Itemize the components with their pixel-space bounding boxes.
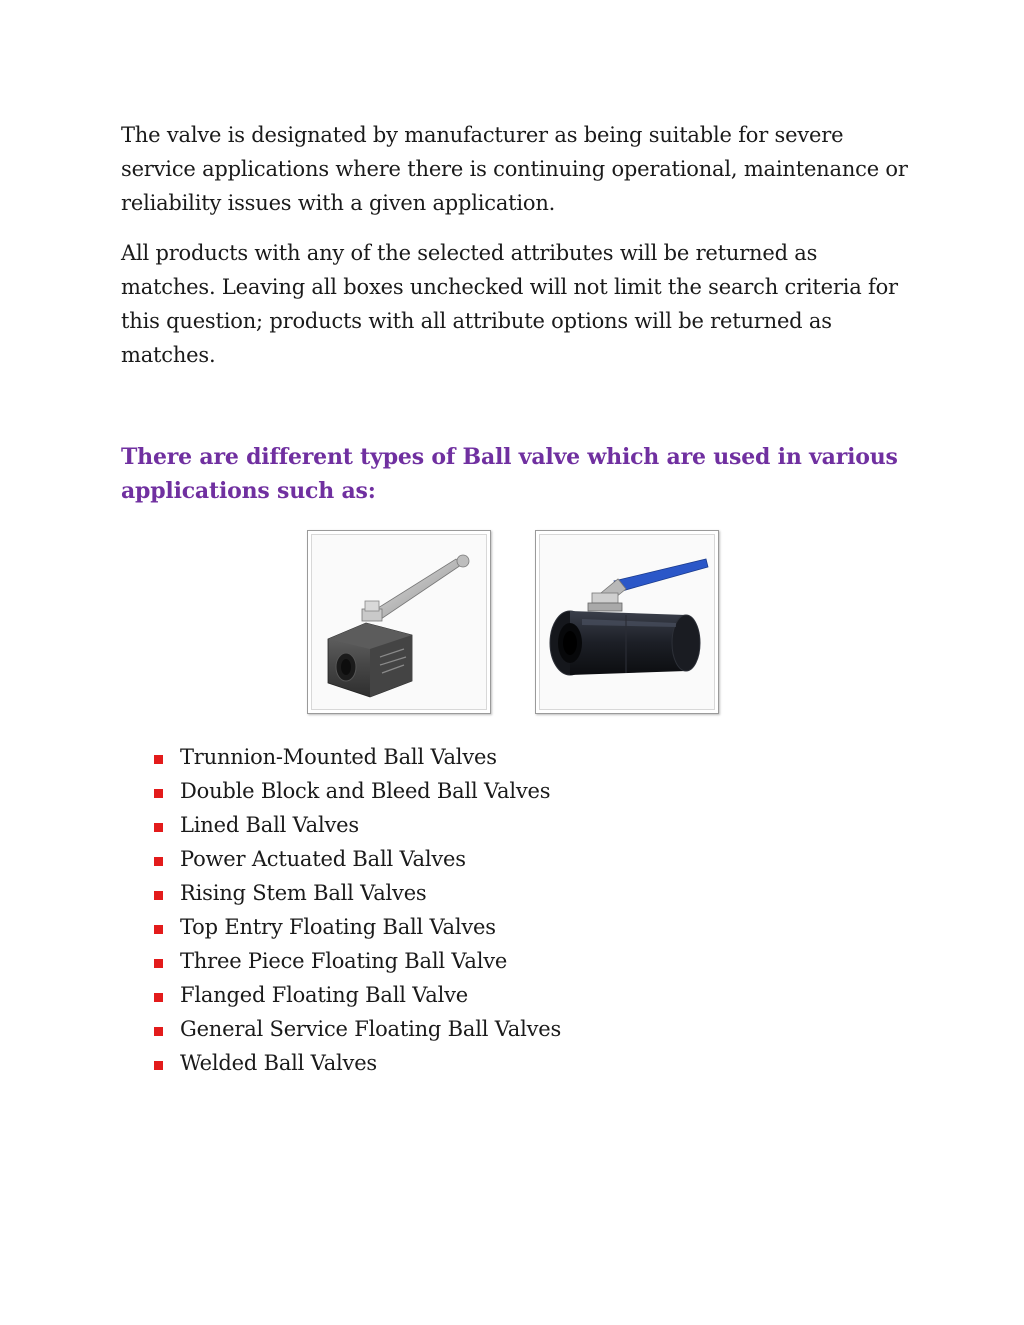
square-bullet-icon [154, 993, 163, 1002]
square-bullet-icon [154, 755, 163, 764]
valve-image-grey [307, 530, 491, 714]
list-item: Rising Stem Ball Valves [154, 876, 561, 910]
list-item: Power Actuated Ball Valves [154, 842, 561, 876]
search-note-paragraph: All products with any of the selected attributes will be returned as matches. Leaving all boxes unchecked will not limit the search criteria for this question; products with all attribute options will be returned as matches. [121, 241, 898, 367]
list-item: Double Block and Bleed Ball Valves [154, 774, 561, 808]
list-item: Three Piece Floating Ball Valve [154, 944, 561, 978]
square-bullet-icon [154, 925, 163, 934]
document-page [121, 118, 911, 1075]
valve-image-black [535, 530, 719, 714]
square-bullet-icon [154, 789, 163, 798]
list-item: General Service Floating Ball Valves [154, 1012, 561, 1046]
list-item: Flanged Floating Ball Valve [154, 978, 561, 1012]
intro-paragraph: The valve is designated by manufacturer as being suitable for severe service applications where there is continuing operational, maintenance or reliability issues with a given application. [121, 123, 908, 215]
black-ball-valve-icon [536, 531, 718, 713]
list-item: Top Entry Floating Ball Valves [154, 910, 561, 944]
square-bullet-icon [154, 959, 163, 968]
square-bullet-icon [154, 891, 163, 900]
square-bullet-icon [154, 823, 163, 832]
section-heading: There are different types of Ball valve which are used in various applications such as: [121, 444, 898, 504]
valve-image-row [307, 530, 719, 714]
square-bullet-icon [154, 1061, 163, 1070]
grey-ball-valve-icon [308, 531, 490, 713]
list-item: Welded Ball Valves [154, 1046, 561, 1080]
square-bullet-icon [154, 1027, 163, 1036]
square-bullet-icon [154, 857, 163, 866]
list-item: Trunnion-Mounted Ball Valves [154, 740, 561, 774]
list-item: Lined Ball Valves [154, 808, 561, 842]
valve-types-list [154, 740, 561, 1080]
